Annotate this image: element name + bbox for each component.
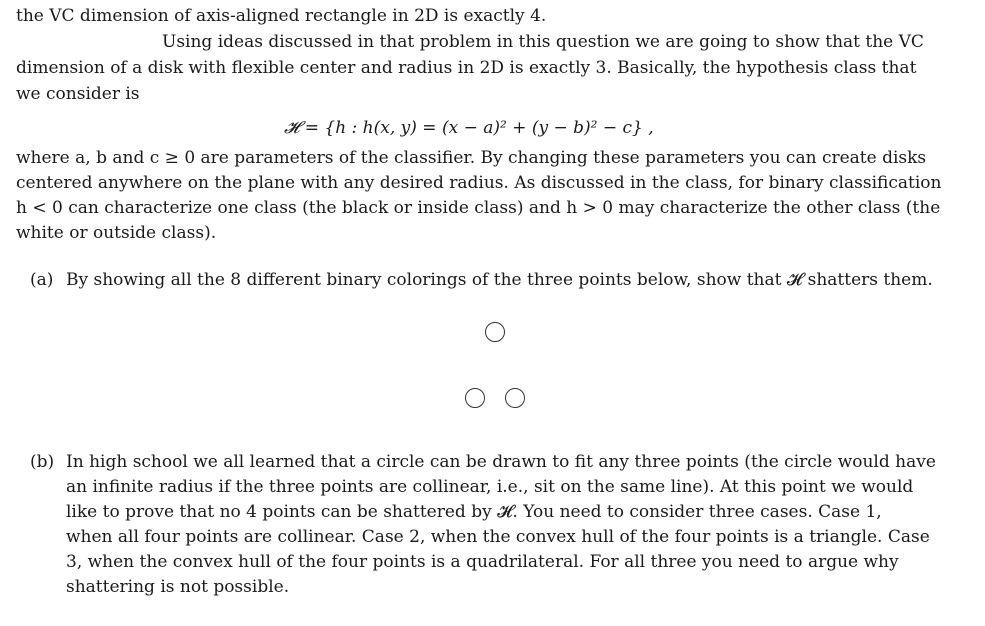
part-b-line-1: In high school we all learned that a circle can be drawn to fit any three points (the circle would have (66, 452, 936, 472)
part-a-label: (a) (30, 270, 54, 290)
intro-line-1: the VC dimension of axis-aligned rectangle in 2D is exactly 4. (16, 6, 547, 26)
part-b-line-6: shattering is not possible. (66, 577, 290, 597)
hypothesis-formula: 𝓗 = {h : h(x, y) = (x − a)² + (y − b)² − c} , (284, 118, 654, 138)
part-b-line-2: an infinite radius if the three points are collinear, i.e., sit on the same line). At this point we would (66, 477, 914, 497)
params-line-2: centered anywhere on the plane with any desired radius. As discussed in the class, for binary classification (16, 173, 942, 193)
params-line-3: h < 0 can characterize one class (the black or inside class) and h > 0 may characterize the other class (the (16, 198, 941, 218)
part-b-line-5: 3, when the convex hull of the four points is a quadrilateral. For all three you need to argue why (66, 552, 899, 572)
point-bottom-left-circle (465, 388, 485, 408)
params-line-1: where a, b and c ≥ 0 are parameters of the classifier. By changing these parameters you can create disks (16, 148, 927, 168)
point-bottom-right-circle (505, 388, 525, 408)
point-top-circle (485, 322, 505, 342)
part-a-text: By showing all the 8 different binary colorings of the three points below, show that 𝓗 shatters them. (66, 270, 933, 290)
part-b-label: (b) (30, 452, 55, 472)
part-b-line-4: when all four points are collinear. Case 2, when the convex hull of the four points is a triangle. Case (66, 527, 930, 547)
intro-line-3: dimension of a disk with flexible center and radius in 2D is exactly 3. Basically, the hypothesis class that (16, 58, 917, 78)
params-line-4: white or outside class). (16, 223, 217, 243)
part-b-line-3: like to prove that no 4 points can be shattered by 𝓗. You need to consider three cases. Case 1, (66, 502, 882, 522)
intro-line-4: we consider is (16, 84, 140, 104)
intro-line-2: Using ideas discussed in that problem in this question we are going to show that the VC (162, 32, 924, 52)
